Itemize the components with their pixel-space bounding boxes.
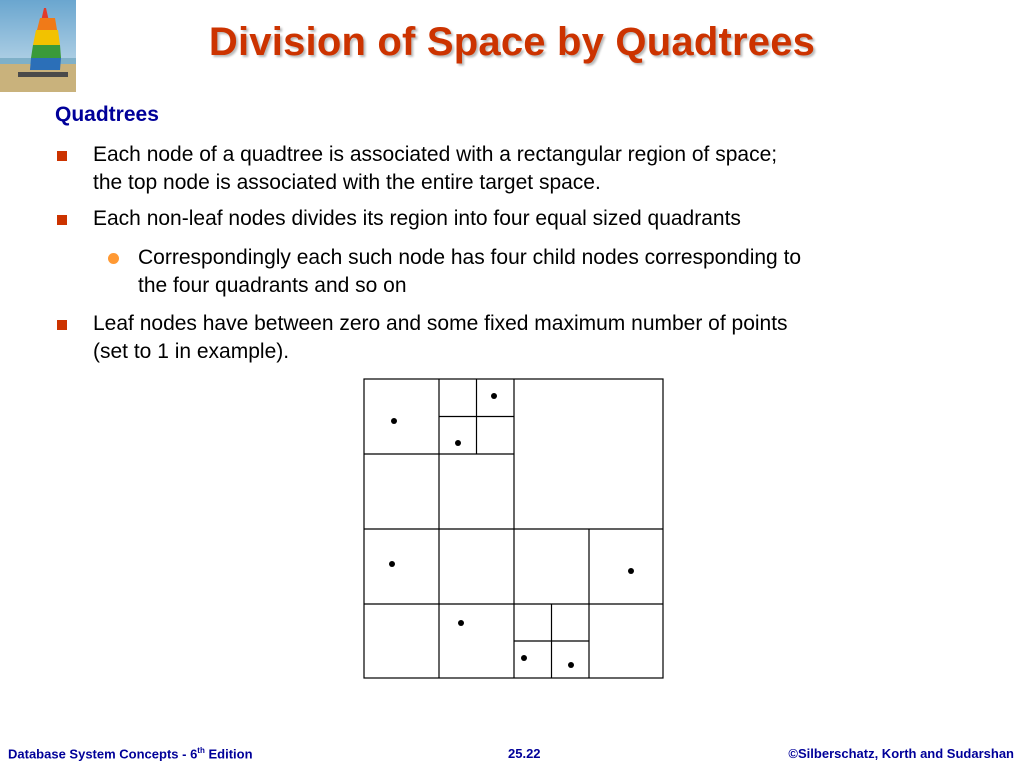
sub-bullet-1-line-1: Correspondingly each such node has four child nodes corresponding to (138, 246, 802, 269)
footer-book-title-text: Database System Concepts - 6 (8, 746, 198, 762)
footer-page-number: 25.22 (508, 746, 541, 761)
sub-bullet-dot-icon (108, 253, 119, 264)
data-point (391, 418, 397, 424)
bullet-square-icon (57, 151, 67, 161)
data-point (628, 568, 634, 574)
sub-bullet-1-line-2: the four quadrants and so on (138, 274, 407, 297)
bullet-2 (93, 205, 973, 233)
data-point (491, 393, 497, 399)
bullet-3-line-1: Leaf nodes have between zero and some fixed maximum number of points (93, 312, 788, 335)
footer-copyright: ©Silberschatz, Korth and Sudarshan (788, 746, 1014, 761)
sub-bullet-1 (138, 244, 968, 300)
footer-book-title (8, 746, 253, 761)
bullet-3 (93, 310, 973, 366)
bullet-square-icon (57, 215, 67, 225)
section-subtitle: Quadtrees (55, 103, 159, 126)
footer-edition-superscript: th (197, 746, 205, 755)
slide-title: Division of Space by Quadtrees (208, 20, 816, 64)
data-point (521, 655, 527, 661)
footer-edition-text: Edition (204, 746, 253, 762)
data-point (458, 620, 464, 626)
bullet-1 (93, 141, 973, 197)
data-point (568, 662, 574, 668)
quadtree-diagram (363, 378, 665, 680)
bullet-square-icon (57, 320, 67, 330)
data-point (389, 561, 395, 567)
bullet-2-line-1: Each non-leaf nodes divides its region into four equal sized quadrants (93, 207, 741, 230)
bullet-3-line-2: (set to 1 in example). (93, 340, 290, 363)
bullet-1-line-2: the top node is associated with the entire target space. (93, 171, 601, 194)
data-point (455, 440, 461, 446)
bullet-1-line-1: Each node of a quadtree is associated with a rectangular region of space; (93, 143, 778, 166)
